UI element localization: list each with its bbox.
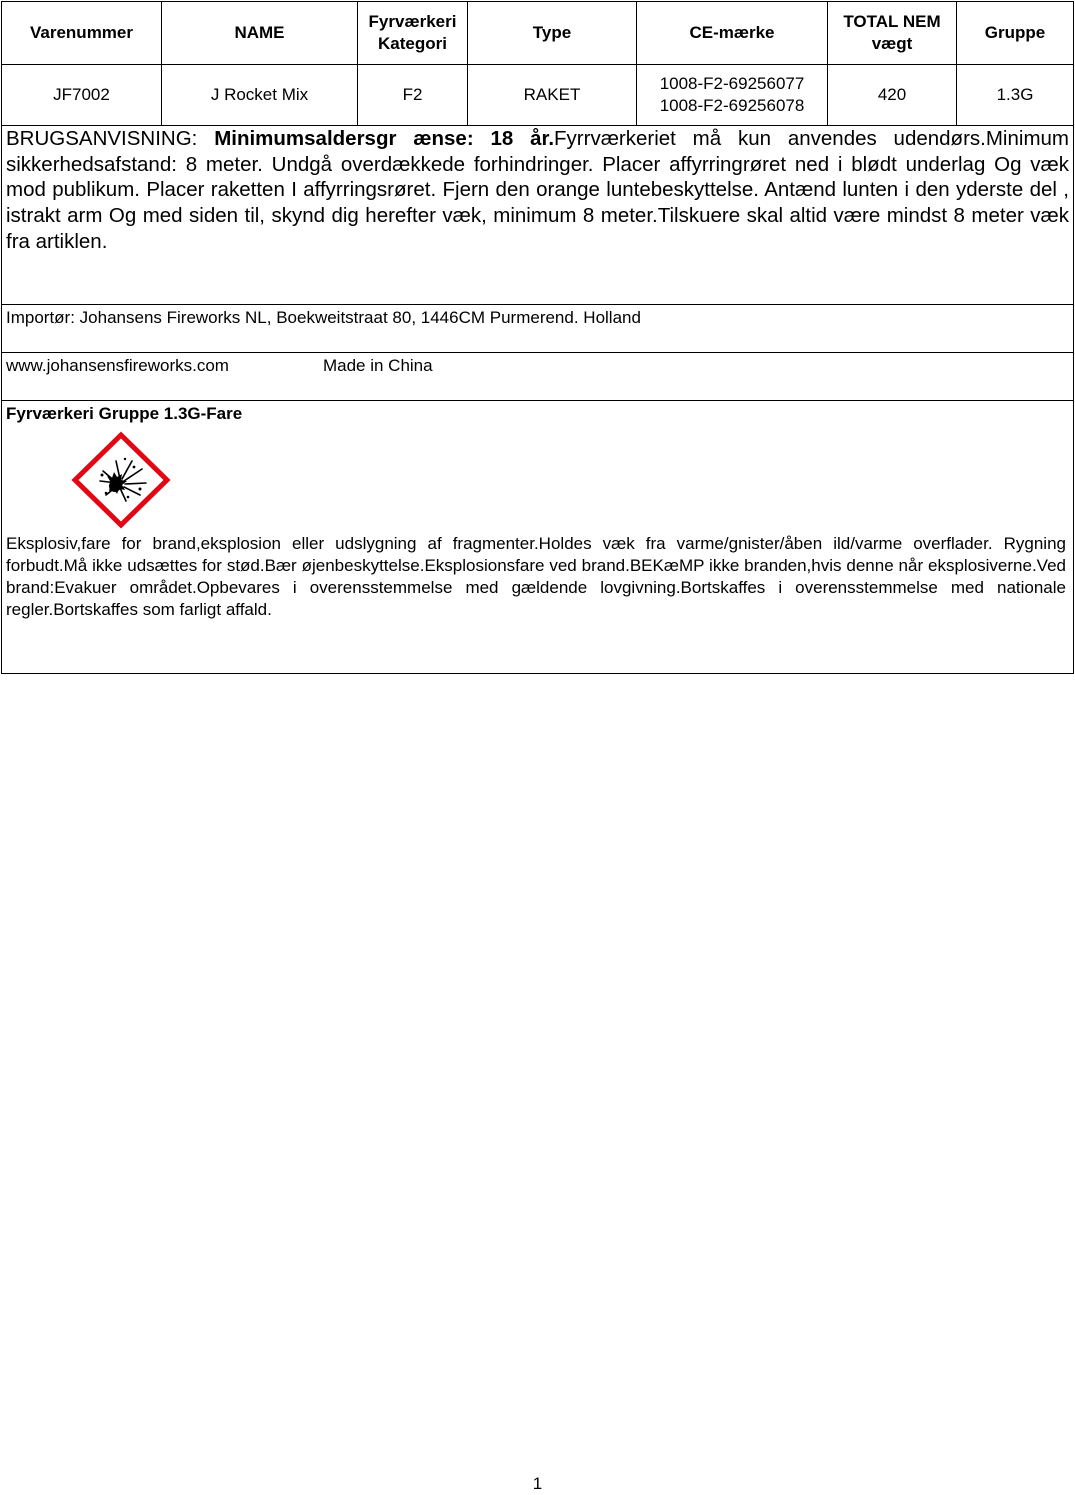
hazard-title: Fyrværkeri Gruppe 1.3G-Fare [6,404,243,423]
header-type: Type [468,2,637,65]
explosive-ghs-icon [70,431,172,529]
cell-kategori: F2 [358,65,468,126]
product-spec-table [1,1,1074,126]
header-name: NAME [162,2,358,65]
header-kategori [358,2,468,65]
cell-ce-maerke [637,65,828,126]
usage-instructions [1,126,1074,305]
table-row [2,65,1074,126]
hazard-text: Eksplosiv,fare for brand,eksplosion eller udslygning af fragmenter.Holdes væk fra varme/gnister/åben ild/varme overflader. Rygning forbudt.Må ikke udsættes for stød.Bær øjenbeskyttelse.Eksplosionsfare ved brand.BEKæMP ikke branden,hvis denne når eksplosiverne.Ved brand:Evakuer området.Opbevares i overensstemmelse med gældende lovgivning.Bortskaffes i overensstemmelse med nationale regler.Bortskaffes som farligt affald. [6,534,1066,619]
cell-name: J Rocket Mix [162,65,358,126]
web-line [2,353,1073,377]
cell-gruppe: 1.3G [957,65,1074,126]
header-kategori-line1: Fyrværkeri [368,12,457,31]
header-ce-maerke: CE-mærke [637,2,828,65]
hazard-box [1,401,1074,674]
website-link[interactable]: www.johansensfireworks.com [6,356,229,375]
page-number: 1 [532,1474,543,1493]
table-header-row [2,2,1074,65]
header-nem-line2: vægt [871,34,913,53]
header-kategori-line2: Kategori [378,34,447,53]
header-gruppe: Gruppe [957,2,1074,65]
usage-paragraph [2,126,1073,255]
cell-varenummer: JF7002 [2,65,162,126]
ce-number-1: 1008-F2-69256077 [659,74,805,93]
usage-text: Fyrrværkeriet må kun anvendes udendørs.Minimum sikkerhedsafstand: 8 meter. Undgå overdækkede forhindringer. Placer affyrringrøret ned i blødt underlag Og væk mod publikum. Placer raketten I affyrringsrøret. Fjern den orange luntebeskyttelse. Antænd lunten i den yderste del , istrakt arm Og med siden til, skynd dig herefter væk, minimum 8 meter.Tilskuere skal altid være mindst 8 meter væk fra artiklen. [6,127,1069,253]
usage-label: BRUGSANVISNING: [6,127,215,150]
usage-age-limit: Minimumsaldersgr ænse: 18 år. [214,127,555,150]
cell-type: RAKET [468,65,637,126]
importer-text: Importør: Johansens Fireworks NL, Boekweitstraat 80, 1446CM Purmerend. Holland [6,308,641,327]
ce-number-2: 1008-F2-69256078 [659,96,805,115]
web-box [1,353,1074,401]
importer-box [1,305,1074,353]
header-nem-line1: TOTAL NEM [843,12,941,31]
cell-nem: 420 [828,65,957,126]
header-varenummer: Varenummer [2,2,162,65]
header-nem [828,2,957,65]
origin-text: Made in China [322,356,433,375]
